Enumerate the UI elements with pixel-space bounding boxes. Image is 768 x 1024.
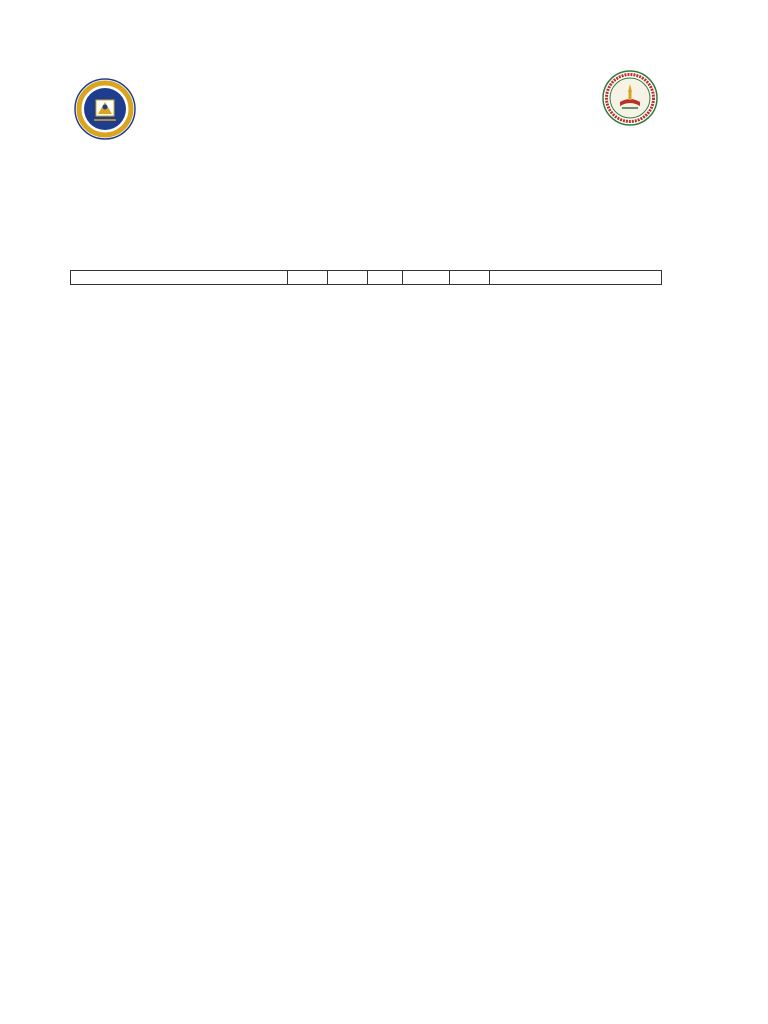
col-sf10-jhs <box>403 271 450 285</box>
col-sf9 <box>368 271 403 285</box>
deped-seal-logo <box>74 78 136 140</box>
col-nso <box>328 271 368 285</box>
checklist-table-page1 <box>70 270 662 285</box>
school-seal-logo <box>602 70 658 126</box>
col-name-of-learner <box>71 271 288 285</box>
col-sf10-shs <box>450 271 490 285</box>
col-sf1 <box>288 271 328 285</box>
col-remarks <box>490 271 662 285</box>
